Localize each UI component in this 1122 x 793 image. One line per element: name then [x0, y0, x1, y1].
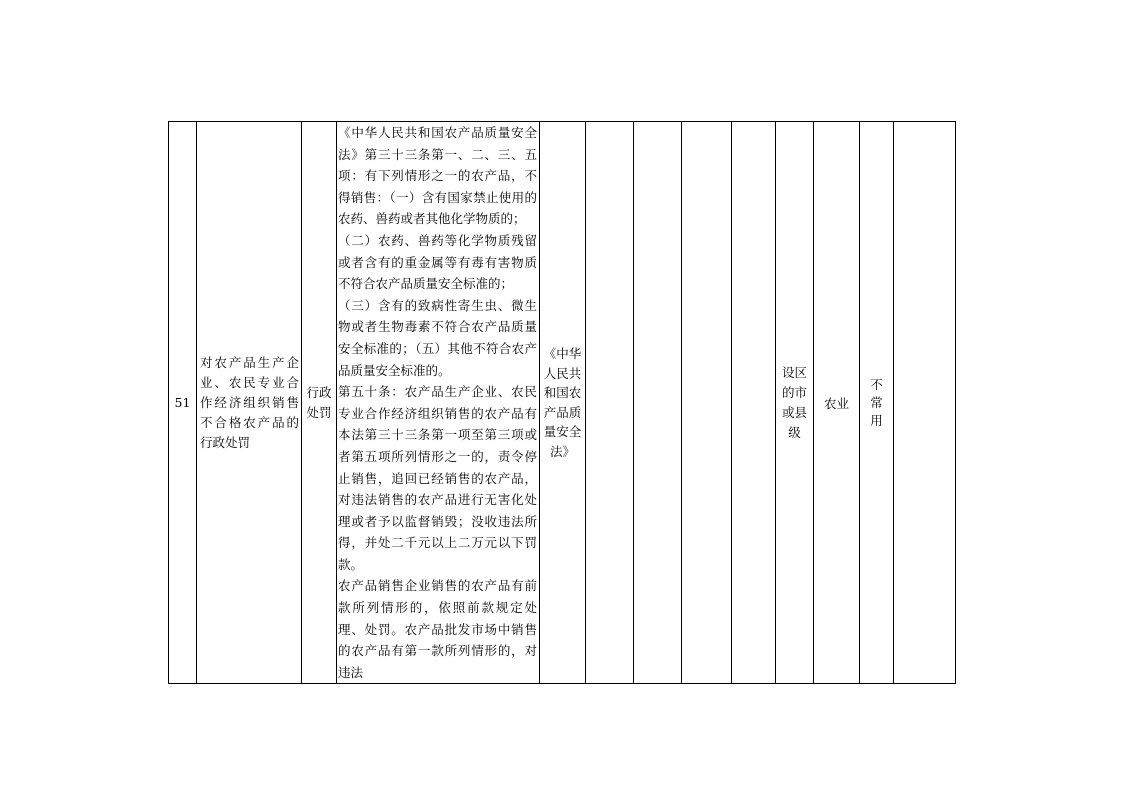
basis-paragraph: 《中华人民共和国农产品质量安全法》第三十三条第一、二、三、五项：有下列情形之一的农产品，不得销售：（一）含有国家禁止使用的农药、兽药或者其他化学物质的； [338, 125, 537, 227]
table-row [169, 122, 956, 684]
level: 设区的市或县级 [781, 364, 807, 440]
basis-paragraph: 农产品销售企业销售的农产品有前款所列情形的，依照前款规定处理、处罚。农产品批发市场中销售的农产品有第一款所列情形的，对违法 [338, 578, 537, 680]
row-number: 51 [169, 122, 197, 684]
basis-paragraph: （三）含有的致病性寄生虫、微生物或者生物毒素不符合农产品质量安全标准的；（五）其他不符合农产品质量安全标准的。 [338, 297, 537, 378]
frequency-cell [860, 122, 894, 684]
empty-cell [586, 122, 634, 684]
basis-paragraph: （二）农药、兽药等化学物质残留或者含有的重金属等有毒有害物质不符合农产品质量安全标准的； [338, 232, 537, 292]
level-cell [776, 122, 814, 684]
empty-cell [634, 122, 682, 684]
law-name: 《中华人民共和国农产品质量安全法》 [543, 346, 582, 459]
power-type-cell [302, 122, 337, 684]
empty-cell [682, 122, 732, 684]
department: 农业 [814, 122, 860, 684]
basis-paragraph: 第五十条：农产品生产企业、农民专业合作经济组织销售的农产品有本法第三十三条第一项至第三项或者第五项所列情形之一的，责令停止销售，追回已经销售的农产品，对违法销售的农产品进行无害化处理或者予以监督销毁；没收违法所得，并处二千元以上二万元以下罚款。 [338, 384, 537, 572]
power-type: 行政处罚 [306, 384, 332, 420]
document-table [168, 121, 956, 684]
empty-cell [732, 122, 776, 684]
item-name: 对农产品生产企业、农民专业合作经济组织销售不合格农产品的行政处罚 [197, 122, 302, 684]
empty-cell [894, 122, 956, 684]
law-name-cell [540, 122, 586, 684]
frequency: 不常用 [870, 376, 883, 428]
legal-basis [337, 122, 540, 684]
